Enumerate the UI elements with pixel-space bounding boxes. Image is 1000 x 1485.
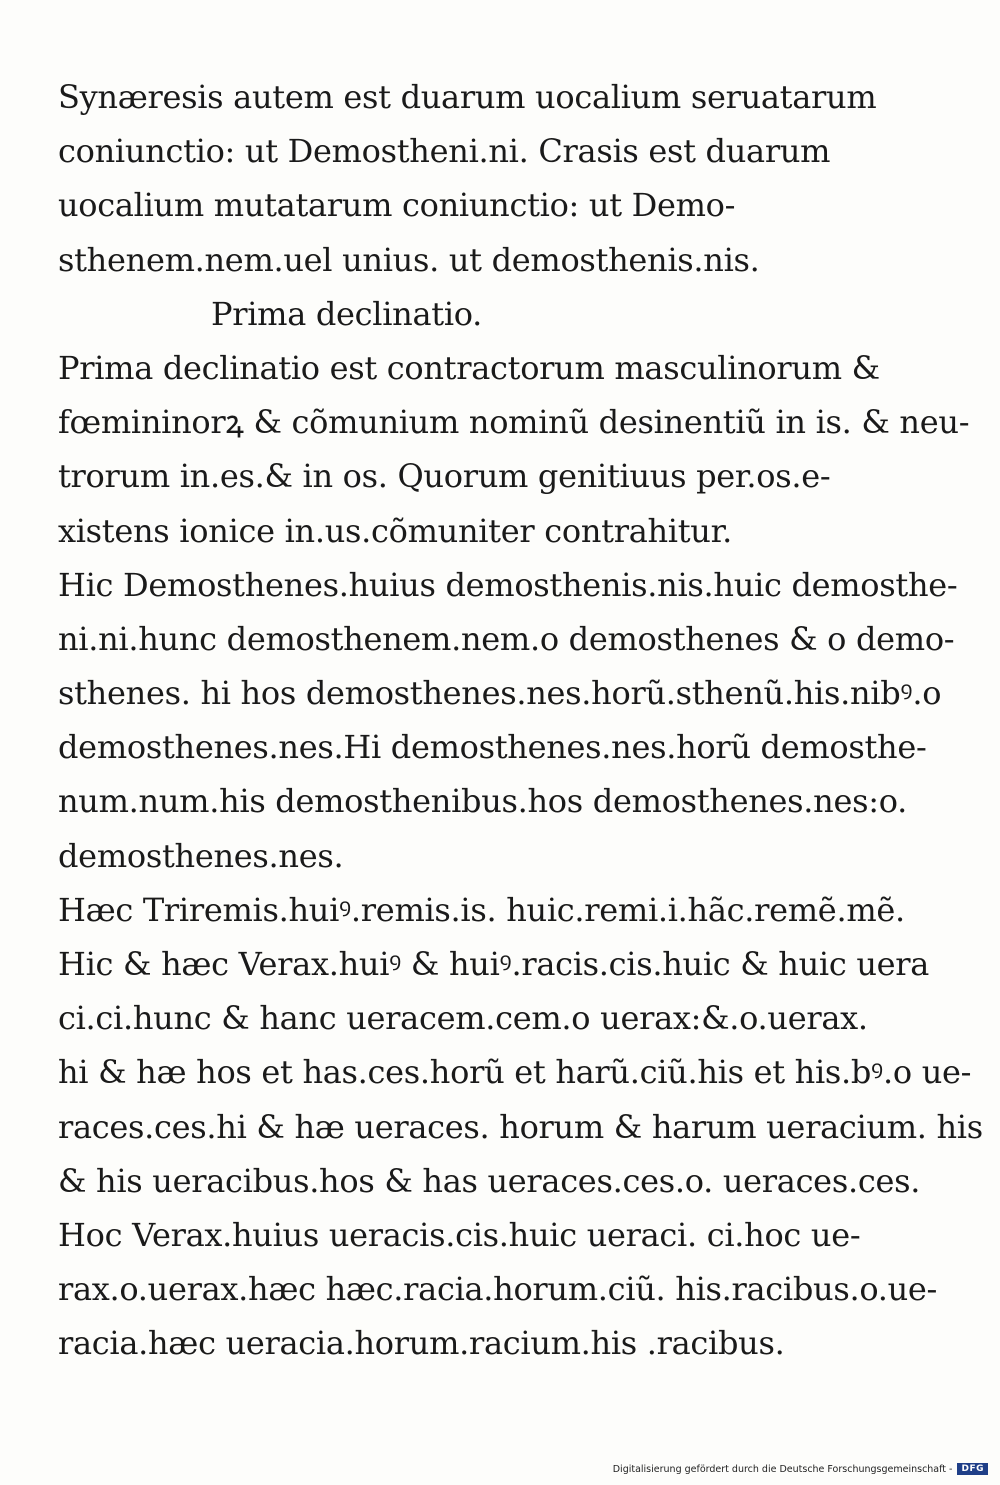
text-line: rax.o.uerax.hæc hæc.racia.horum.ciũ. his.racibus.o.ue- — [58, 1270, 938, 1309]
text-line: uocalium mutatarum coniunctio: ut Demo- — [58, 186, 736, 225]
credit-text: Digitalisierung gefördert durch die Deutsche Forschungsgemeinschaft - — [612, 1463, 953, 1475]
text-line: ci.ci.hunc & hanc ueracem.cem.o uerax:&.o.uerax. — [58, 999, 868, 1038]
text-line: sthenem.nem.uel unius. ut demosthenis.nis. — [58, 240, 760, 279]
section-heading: Prima declinatio. — [211, 294, 483, 333]
text-line: num.num.his demosthenibus.hos demosthenes.nes:o. — [58, 782, 907, 821]
text-line: demosthenes.nes. — [58, 836, 344, 875]
text-line: demosthenes.nes.Hi demosthenes.nes.horũ demosthe- — [58, 728, 927, 767]
text-line: & his ueracibus.hos & has ueraces.ces.o. ueraces.ces. — [58, 1161, 921, 1200]
text-line: sthenes. hi hos demosthenes.nes.horũ.sthenũ.his.nibꝰ.o — [58, 674, 942, 713]
text-line: fœmininorꝝ & cõmunium nominũ desinentiũ in is. & neu- — [58, 403, 970, 442]
page-text — [58, 70, 983, 1371]
text-line: Synæresis autem est duarum uocalium seruatarum — [58, 78, 877, 116]
text-line: races.ces.hi & hæ ueraces. horum & harum ueracium. his — [58, 1107, 983, 1146]
text-line: trorum in.es.& in os. Quorum genitiuus per.os.e- — [58, 457, 831, 496]
text-line: Prima declinatio est contractorum masculinorum & — [58, 348, 880, 387]
dfg-logo: DFG — [957, 1463, 988, 1475]
text-line: Hæc Triremis.huiꝰ.remis.is. huic.remi.i.hãc.remẽ.mẽ. — [58, 890, 905, 929]
text-line: Hic & hæc Verax.huiꝰ & huiꝰ.racis.cis.huic & huic uera — [58, 945, 930, 983]
text-line: Hic Demosthenes.huius demosthenis.nis.huic demosthe- — [58, 565, 958, 604]
text-line: xistens ionice in.us.cõmuniter contrahitur. — [58, 511, 732, 550]
text-line: ni.ni.hunc demosthenem.nem.o demosthenes & o demo- — [58, 619, 955, 658]
digitization-credit — [613, 1463, 988, 1475]
text-line: coniunctio: ut Demostheni.ni. Crasis est duarum — [58, 132, 831, 171]
text-line: Hoc Verax.huius ueracis.cis.huic ueraci. ci.hoc ue- — [58, 1215, 861, 1254]
text-line: racia.hæc ueracia.horum.racium.his .racibus. — [58, 1324, 785, 1363]
text-line: hi & hæ hos et has.ces.horũ et harũ.ciũ.his et his.bꝰ.o ue- — [58, 1053, 972, 1092]
